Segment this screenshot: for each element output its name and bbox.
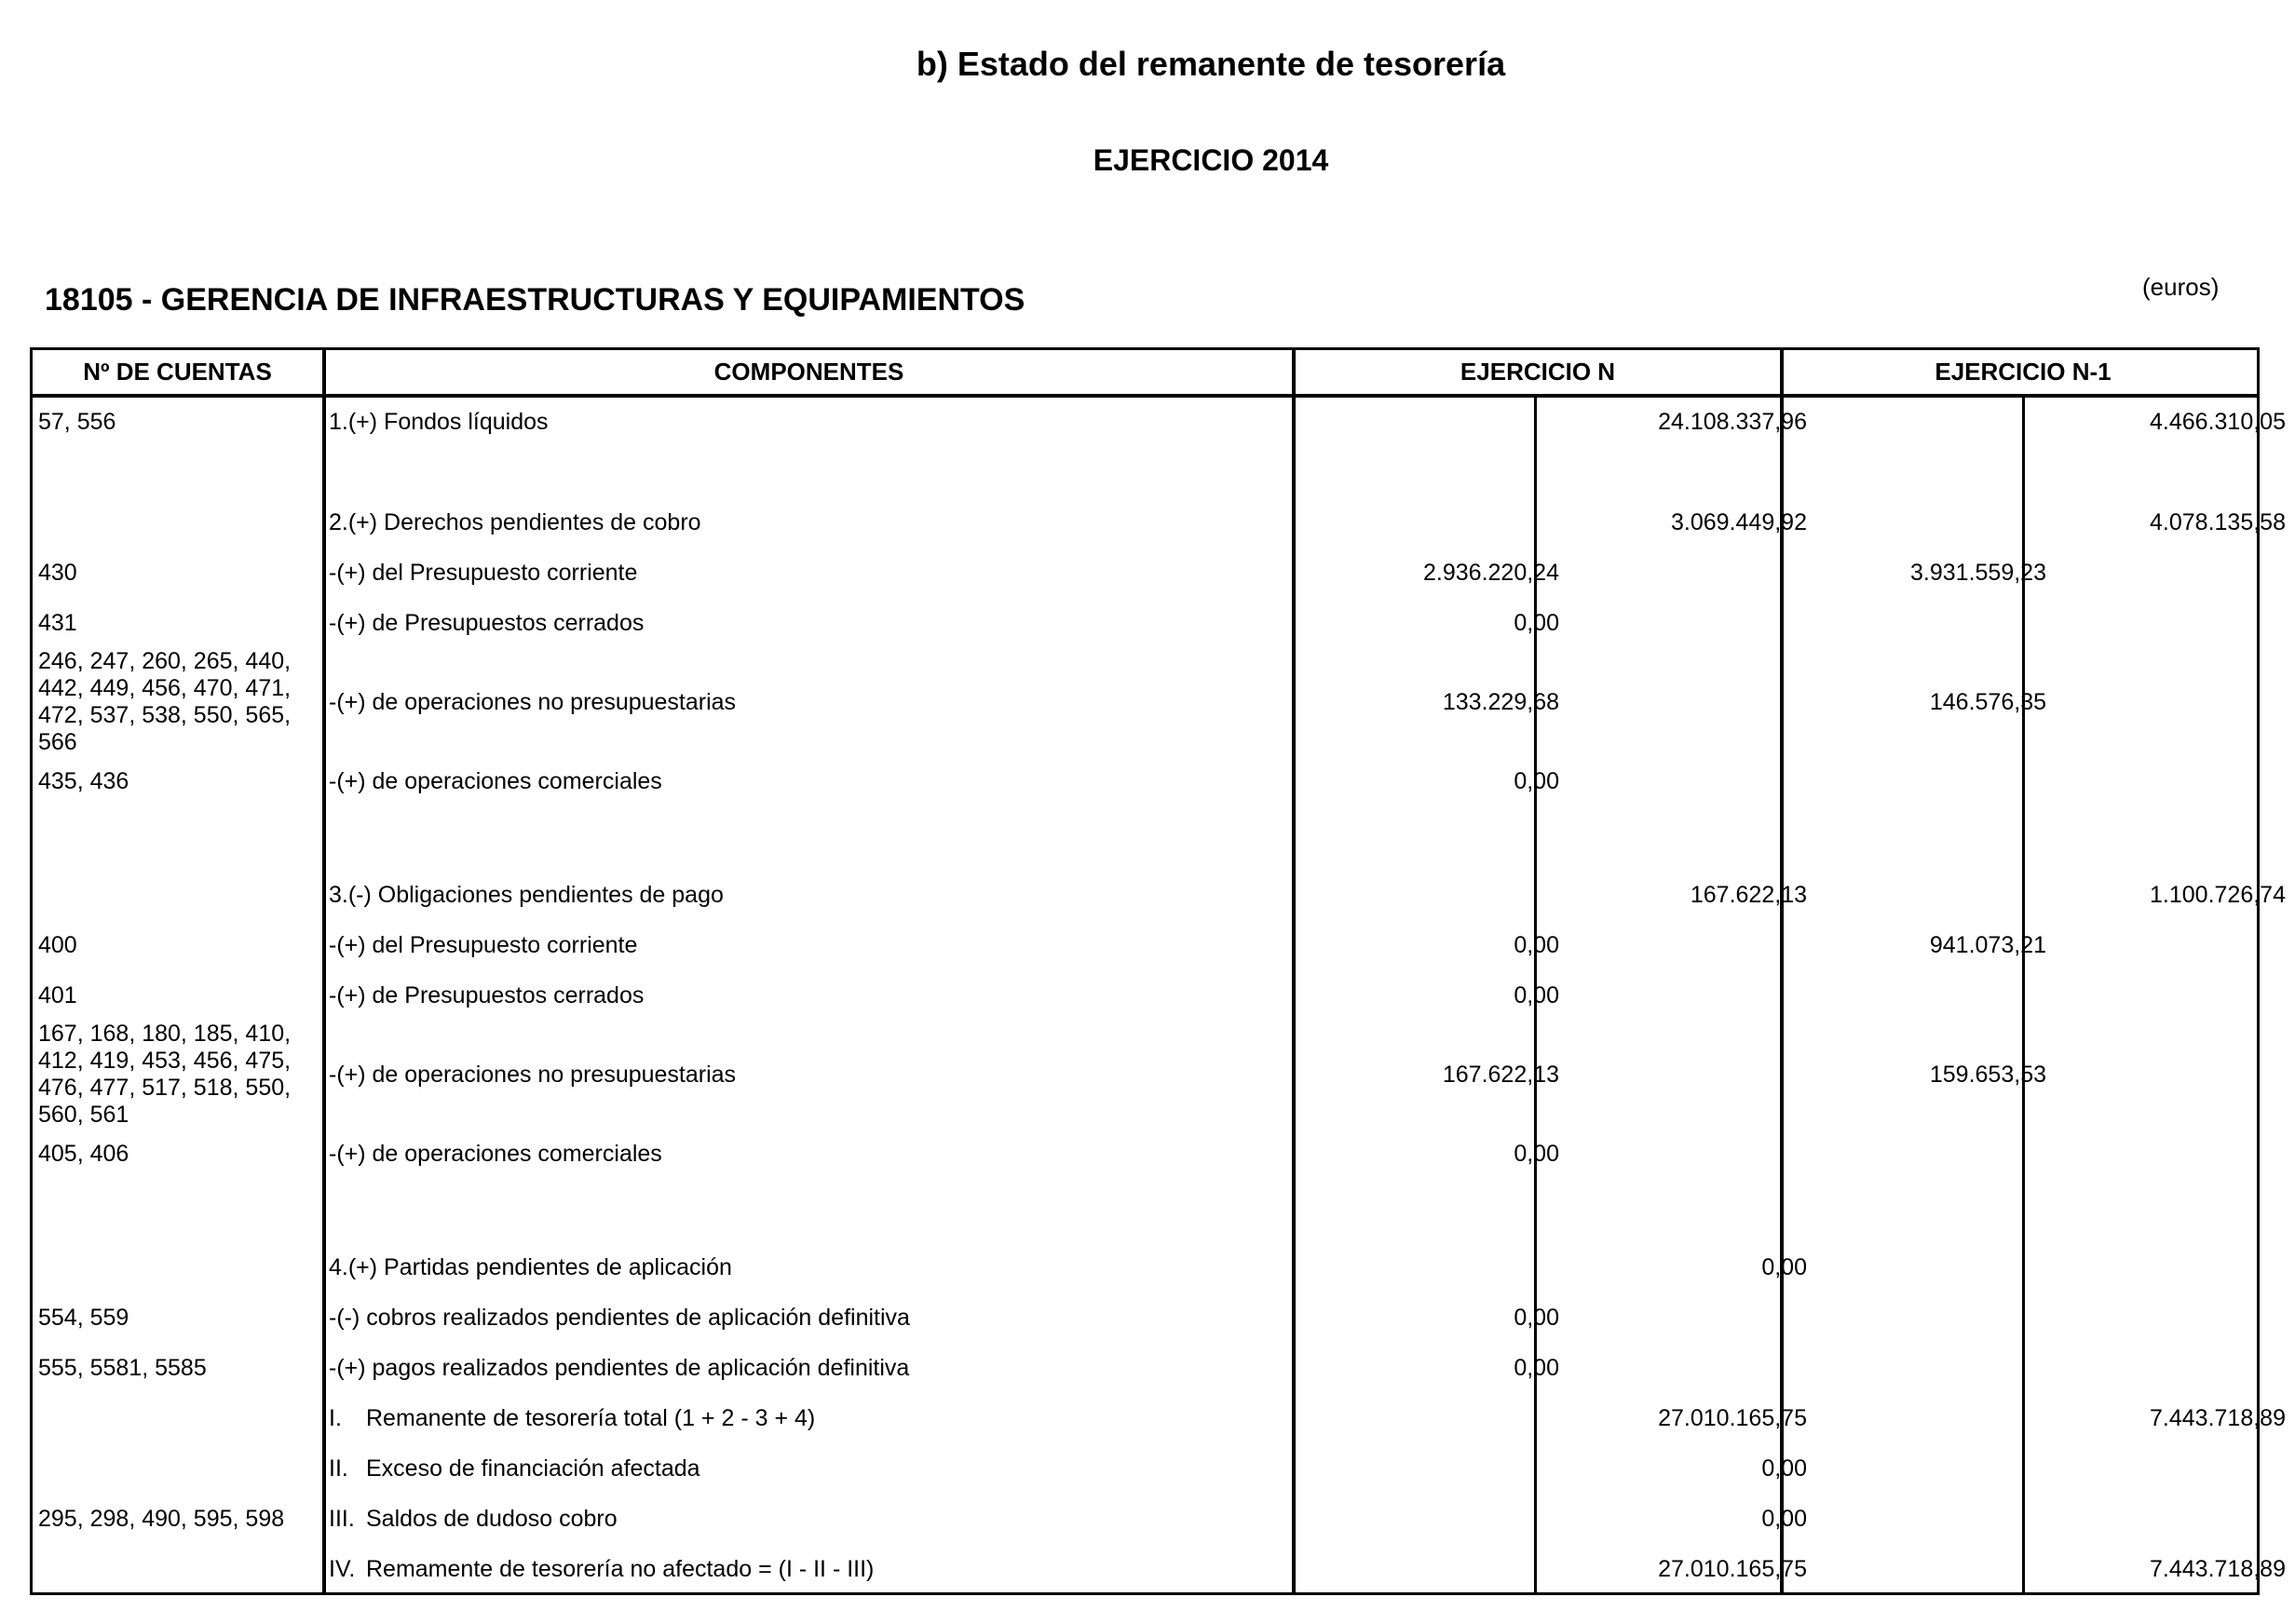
year-n1-total-value bbox=[2056, 756, 2286, 806]
table-row bbox=[33, 548, 2257, 598]
account-numbers bbox=[38, 650, 318, 754]
year-n1-total-value bbox=[2056, 1129, 2286, 1179]
component-label bbox=[329, 1242, 1260, 1292]
fiscal-year-title: EJERCICIO 2014 bbox=[1093, 143, 1329, 177]
account-numbers-text: 430 bbox=[38, 559, 77, 586]
entity-name: 18105 - GERENCIA DE INFRAESTRUCTURAS Y EQUIPAMIENTOS bbox=[45, 282, 1025, 318]
component-label-text: Exceso de financiación afectada bbox=[366, 1455, 700, 1482]
year-n1-detail-value bbox=[1816, 870, 2046, 920]
header-year-n: EJERCICIO N bbox=[1460, 358, 1616, 386]
year-n-detail-value: 0,00 bbox=[1514, 981, 1559, 1008]
header-components: COMPONENTES bbox=[713, 358, 904, 386]
year-n1-detail-value bbox=[1816, 1242, 2046, 1292]
year-n-detail-value: 0,00 bbox=[1514, 609, 1559, 636]
account-numbers bbox=[38, 756, 318, 806]
currency-units: (euros) bbox=[2142, 273, 2220, 301]
table-row bbox=[33, 1494, 2257, 1544]
component-label bbox=[329, 397, 1260, 447]
year-n1-total-value: 1.100.726,74 bbox=[2150, 881, 2286, 908]
component-label bbox=[329, 1443, 1260, 1494]
year-n-detail-value: 0,00 bbox=[1514, 931, 1559, 958]
account-numbers bbox=[38, 548, 318, 598]
account-numbers-text: 167, 168, 180, 185, 410, 412, 419, 453, 456, 475, 476, 477, 517, 518, 550, 560, 561 bbox=[38, 1021, 292, 1128]
table-row bbox=[33, 1292, 2257, 1343]
account-numbers-text: 554, 559 bbox=[38, 1304, 129, 1331]
component-label-text: -(+) pagos realizados pendientes de aplicación definitiva bbox=[329, 1354, 910, 1381]
year-n-detail-value: 0,00 bbox=[1514, 1304, 1559, 1331]
year-n1-total-value: 7.443.718,89 bbox=[2150, 1555, 2286, 1582]
year-n1-detail-value bbox=[1816, 1343, 2046, 1393]
year-n1-total-value: 7.443.718,89 bbox=[2150, 1404, 2286, 1431]
year-n1-total-value bbox=[2056, 1443, 2286, 1494]
year-n-detail-value bbox=[1292, 497, 1559, 548]
table-row bbox=[33, 397, 2286, 447]
year-n1-total-value bbox=[2056, 1022, 2286, 1127]
table-row bbox=[33, 1343, 2257, 1393]
component-label-text: -(+) de Presupuestos cerrados bbox=[329, 609, 645, 636]
year-n-total-value bbox=[1571, 1129, 1807, 1179]
account-numbers bbox=[38, 1292, 318, 1343]
component-label-text: 1.(+) Fondos líquidos bbox=[329, 408, 549, 435]
account-numbers-text: 555, 5581, 5585 bbox=[38, 1354, 207, 1381]
treasury-table bbox=[30, 347, 2286, 1595]
page-title: b) Estado del remanente de tesorería bbox=[916, 45, 1506, 83]
component-label-text: -(+) del Presupuesto corriente bbox=[329, 559, 638, 586]
table-row bbox=[33, 870, 2286, 920]
component-label bbox=[329, 1343, 1260, 1393]
component-label-text: -(+) de operaciones comerciales bbox=[329, 767, 662, 794]
component-label bbox=[329, 1494, 1260, 1544]
year-n-total-value bbox=[1571, 970, 1807, 1021]
year-n-total-value: 167.622,13 bbox=[1690, 881, 1807, 908]
component-label bbox=[329, 598, 1260, 648]
year-n-total-value bbox=[1571, 756, 1807, 806]
year-n-total-value bbox=[1571, 1022, 1807, 1127]
table-row bbox=[33, 1022, 2257, 1127]
component-label-text: 2.(+) Derechos pendientes de cobro bbox=[329, 508, 701, 535]
year-n1-detail-value bbox=[1816, 1292, 2046, 1343]
account-numbers bbox=[38, 1494, 318, 1544]
year-n1-detail-value bbox=[1816, 1393, 2046, 1443]
year-n-total-value: 3.069.449,92 bbox=[1671, 508, 1807, 535]
year-n1-detail-value bbox=[1816, 1544, 2046, 1594]
component-label-text: 3.(-) Obligaciones pendientes de pago bbox=[329, 881, 724, 908]
component-label-text: -(+) de Presupuestos cerrados bbox=[329, 981, 645, 1008]
year-n1-detail-value bbox=[1816, 1129, 2046, 1179]
component-label-text: -(+) del Presupuesto corriente bbox=[329, 931, 638, 958]
component-label bbox=[329, 650, 1260, 754]
year-n-detail-value bbox=[1292, 1393, 1559, 1443]
component-label-text: Remamente de tesorería no afectado = (I - II - III) bbox=[366, 1555, 875, 1582]
component-label-text: Saldos de dudoso cobro bbox=[366, 1505, 618, 1532]
account-numbers-text: 295, 298, 490, 595, 598 bbox=[38, 1505, 285, 1532]
account-numbers bbox=[38, 397, 318, 447]
year-n-total-value: 0,00 bbox=[1761, 1455, 1807, 1482]
year-n-total-value bbox=[1571, 1292, 1807, 1343]
account-numbers bbox=[38, 920, 318, 970]
year-n-total-value: 24.108.337,96 bbox=[1658, 408, 1807, 435]
header-year-n1: EJERCICIO N-1 bbox=[1935, 358, 2112, 386]
year-n-detail-value bbox=[1292, 1242, 1559, 1292]
year-n1-total-value bbox=[2056, 920, 2286, 970]
account-numbers bbox=[38, 1343, 318, 1393]
year-n-total-value bbox=[1571, 1343, 1807, 1393]
account-numbers bbox=[38, 1443, 318, 1494]
year-n-detail-value: 0,00 bbox=[1514, 767, 1559, 794]
component-label bbox=[329, 1544, 1260, 1594]
component-label bbox=[329, 920, 1260, 970]
component-label bbox=[329, 756, 1260, 806]
year-n1-detail-value: 146.576,35 bbox=[1929, 688, 2046, 715]
year-n1-detail-value bbox=[1816, 970, 2046, 1021]
component-label bbox=[329, 1393, 1260, 1443]
component-label bbox=[329, 548, 1260, 598]
table-row bbox=[33, 1129, 2257, 1179]
year-n1-total-value bbox=[2056, 548, 2286, 598]
year-n-total-value bbox=[1571, 598, 1807, 648]
year-n-detail-value: 133.229,68 bbox=[1442, 688, 1559, 715]
year-n1-detail-value bbox=[1816, 1443, 2046, 1494]
year-n-detail-value bbox=[1292, 1494, 1559, 1544]
year-n1-total-value bbox=[2056, 1292, 2286, 1343]
year-n1-total-value bbox=[2056, 970, 2286, 1021]
year-n1-detail-value bbox=[1816, 756, 2046, 806]
component-label-text: Remanente de tesorería total (1 + 2 - 3 + 4) bbox=[366, 1404, 816, 1431]
year-n1-detail-value: 941.073,21 bbox=[1929, 931, 2046, 958]
component-label bbox=[329, 1292, 1260, 1343]
component-label-text: -(-) cobros realizados pendientes de aplicación definitiva bbox=[329, 1304, 910, 1331]
year-n-detail-value: 0,00 bbox=[1514, 1354, 1559, 1381]
account-numbers bbox=[38, 1129, 318, 1179]
table-row bbox=[33, 1242, 2257, 1292]
year-n-total-value bbox=[1571, 548, 1807, 598]
account-numbers bbox=[38, 1242, 318, 1292]
roman-numeral: I. bbox=[329, 1404, 342, 1431]
table-row bbox=[33, 756, 2257, 806]
account-numbers-text: 435, 436 bbox=[38, 767, 129, 794]
account-numbers-text: 401 bbox=[38, 981, 77, 1008]
table-row bbox=[33, 650, 2257, 754]
year-n-total-value: 0,00 bbox=[1761, 1505, 1807, 1532]
year-n1-total-value bbox=[2056, 1343, 2286, 1393]
account-numbers-text: 246, 247, 260, 265, 440, 442, 449, 456, 470, 471, 472, 537, 538, 550, 565, 566 bbox=[38, 648, 292, 755]
year-n-detail-value: 167.622,13 bbox=[1442, 1061, 1559, 1088]
component-label bbox=[329, 1129, 1260, 1179]
account-numbers bbox=[38, 1022, 318, 1127]
year-n-total-value: 27.010.165,75 bbox=[1658, 1404, 1807, 1431]
year-n1-total-value bbox=[2056, 1494, 2286, 1544]
component-label bbox=[329, 870, 1260, 920]
year-n-detail-value: 0,00 bbox=[1514, 1140, 1559, 1167]
year-n1-total-value: 4.078.135,58 bbox=[2150, 508, 2286, 535]
account-numbers bbox=[38, 870, 318, 920]
component-label bbox=[329, 1022, 1260, 1127]
year-n-detail-value: 2.936.220,24 bbox=[1423, 559, 1559, 586]
table-row bbox=[33, 497, 2286, 548]
component-label-text: 4.(+) Partidas pendientes de aplicación bbox=[329, 1253, 732, 1280]
account-numbers bbox=[38, 598, 318, 648]
year-n-total-value bbox=[1571, 920, 1807, 970]
component-label-text: -(+) de operaciones no presupuestarias bbox=[329, 688, 737, 715]
roman-numeral: III. bbox=[329, 1505, 355, 1532]
year-n-detail-value bbox=[1292, 397, 1559, 447]
table-row bbox=[33, 970, 2257, 1021]
year-n-total-value bbox=[1571, 650, 1807, 754]
account-numbers bbox=[38, 970, 318, 1021]
year-n1-detail-value: 3.931.559,23 bbox=[1910, 559, 2046, 586]
account-numbers bbox=[38, 1544, 318, 1594]
account-numbers-text: 431 bbox=[38, 609, 77, 636]
year-n1-total-value bbox=[2056, 650, 2286, 754]
roman-numeral: II. bbox=[329, 1455, 348, 1482]
roman-numeral: IV. bbox=[329, 1555, 356, 1582]
table-row bbox=[33, 920, 2257, 970]
account-numbers-text: 405, 406 bbox=[38, 1140, 129, 1167]
year-n-detail-value bbox=[1292, 870, 1559, 920]
year-n-total-value: 27.010.165,75 bbox=[1658, 1555, 1807, 1582]
account-numbers-text: 57, 556 bbox=[38, 408, 116, 435]
table-row bbox=[33, 598, 2257, 648]
component-label bbox=[329, 497, 1260, 548]
component-label bbox=[329, 970, 1260, 1021]
account-numbers bbox=[38, 497, 318, 548]
year-n1-detail-value bbox=[1816, 397, 2046, 447]
component-label-text: -(+) de operaciones no presupuestarias bbox=[329, 1061, 737, 1088]
year-n1-detail-value bbox=[1816, 1494, 2046, 1544]
year-n-detail-value bbox=[1292, 1544, 1559, 1594]
year-n1-total-value bbox=[2056, 1242, 2286, 1292]
year-n1-detail-value bbox=[1816, 598, 2046, 648]
year-n-total-value: 0,00 bbox=[1761, 1253, 1807, 1280]
year-n-detail-value bbox=[1292, 1443, 1559, 1494]
year-n1-detail-value bbox=[1816, 497, 2046, 548]
table-row bbox=[33, 1393, 2286, 1443]
year-n1-total-value bbox=[2056, 598, 2286, 648]
header-accounts: Nº DE CUENTAS bbox=[83, 358, 272, 386]
table-row bbox=[33, 1544, 2286, 1594]
table-row bbox=[33, 1443, 2257, 1494]
account-numbers bbox=[38, 1393, 318, 1443]
year-n1-total-value: 4.466.310,05 bbox=[2150, 408, 2286, 435]
component-label-text: -(+) de operaciones comerciales bbox=[329, 1140, 662, 1167]
account-numbers-text: 400 bbox=[38, 931, 77, 958]
year-n1-detail-value: 159.653,53 bbox=[1929, 1061, 2046, 1088]
